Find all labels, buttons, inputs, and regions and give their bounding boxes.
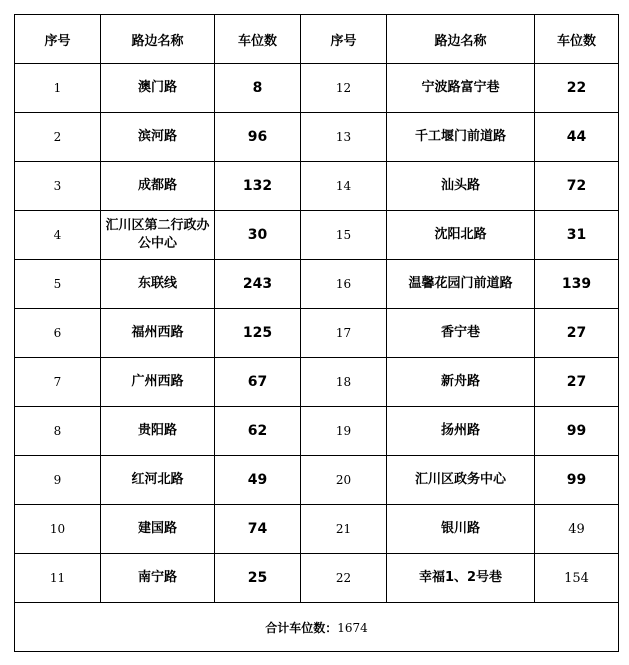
table-row bbox=[15, 211, 619, 260]
road-name-right: 香宁巷 bbox=[387, 309, 535, 358]
row-index-right: 17 bbox=[301, 309, 387, 358]
spaces-right: 31 bbox=[535, 211, 619, 260]
row-index-left: 3 bbox=[15, 162, 101, 211]
table-row bbox=[15, 505, 619, 554]
row-index-right: 21 bbox=[301, 505, 387, 554]
header-road-name-right: 路边名称 bbox=[387, 15, 535, 64]
row-index-right: 15 bbox=[301, 211, 387, 260]
parking-spaces-table bbox=[14, 14, 619, 652]
header-index-right: 序号 bbox=[301, 15, 387, 64]
road-name-right: 新舟路 bbox=[387, 358, 535, 407]
row-index-left: 6 bbox=[15, 309, 101, 358]
total-row bbox=[15, 603, 619, 652]
road-name-right: 宁波路富宁巷 bbox=[387, 64, 535, 113]
table-row bbox=[15, 407, 619, 456]
row-index-right: 20 bbox=[301, 456, 387, 505]
road-name-left: 汇川区第二行政办公中心 bbox=[101, 211, 215, 260]
spaces-right: 139 bbox=[535, 260, 619, 309]
spaces-left: 25 bbox=[215, 554, 301, 603]
header-spaces-left: 车位数 bbox=[215, 15, 301, 64]
spaces-left: 49 bbox=[215, 456, 301, 505]
spaces-right: 99 bbox=[535, 407, 619, 456]
road-name-right: 汕头路 bbox=[387, 162, 535, 211]
road-name-left: 澳门路 bbox=[101, 64, 215, 113]
row-index-left: 9 bbox=[15, 456, 101, 505]
road-name-right: 沈阳北路 bbox=[387, 211, 535, 260]
spaces-left: 74 bbox=[215, 505, 301, 554]
spaces-right: 154 bbox=[535, 554, 619, 603]
total-cell bbox=[15, 603, 619, 652]
spaces-left: 30 bbox=[215, 211, 301, 260]
row-index-left: 2 bbox=[15, 113, 101, 162]
road-name-right: 银川路 bbox=[387, 505, 535, 554]
road-name-left: 建国路 bbox=[101, 505, 215, 554]
total-label: 合计车位数： bbox=[265, 620, 338, 635]
road-name-left: 广州西路 bbox=[101, 358, 215, 407]
spaces-right: 27 bbox=[535, 358, 619, 407]
spaces-left: 132 bbox=[215, 162, 301, 211]
table-row bbox=[15, 113, 619, 162]
row-index-left: 8 bbox=[15, 407, 101, 456]
road-name-left: 东联线 bbox=[101, 260, 215, 309]
row-index-right: 16 bbox=[301, 260, 387, 309]
row-index-left: 11 bbox=[15, 554, 101, 603]
row-index-right: 18 bbox=[301, 358, 387, 407]
total-value: 1674 bbox=[337, 620, 368, 635]
header-spaces-right: 车位数 bbox=[535, 15, 619, 64]
row-index-left: 7 bbox=[15, 358, 101, 407]
row-index-right: 14 bbox=[301, 162, 387, 211]
road-name-left: 贵阳路 bbox=[101, 407, 215, 456]
table-row bbox=[15, 554, 619, 603]
spaces-right: 27 bbox=[535, 309, 619, 358]
road-name-right: 汇川区政务中心 bbox=[387, 456, 535, 505]
row-index-left: 5 bbox=[15, 260, 101, 309]
header-index-left: 序号 bbox=[15, 15, 101, 64]
table-row bbox=[15, 64, 619, 113]
road-name-right: 千工堰门前道路 bbox=[387, 113, 535, 162]
road-name-right: 幸福1、2号巷 bbox=[387, 554, 535, 603]
spaces-right: 72 bbox=[535, 162, 619, 211]
table-row bbox=[15, 456, 619, 505]
spaces-left: 125 bbox=[215, 309, 301, 358]
road-name-left: 滨河路 bbox=[101, 113, 215, 162]
road-name-left: 南宁路 bbox=[101, 554, 215, 603]
road-name-right: 温馨花园门前道路 bbox=[387, 260, 535, 309]
spaces-left: 62 bbox=[215, 407, 301, 456]
row-index-left: 1 bbox=[15, 64, 101, 113]
road-name-left: 福州西路 bbox=[101, 309, 215, 358]
spaces-left: 96 bbox=[215, 113, 301, 162]
spaces-right: 22 bbox=[535, 64, 619, 113]
table-row bbox=[15, 162, 619, 211]
spaces-right: 44 bbox=[535, 113, 619, 162]
table-row bbox=[15, 260, 619, 309]
header-row bbox=[15, 15, 619, 64]
spaces-left: 67 bbox=[215, 358, 301, 407]
row-index-right: 19 bbox=[301, 407, 387, 456]
spaces-right: 49 bbox=[535, 505, 619, 554]
road-name-right: 扬州路 bbox=[387, 407, 535, 456]
road-name-left: 成都路 bbox=[101, 162, 215, 211]
row-index-left: 4 bbox=[15, 211, 101, 260]
row-index-left: 10 bbox=[15, 505, 101, 554]
spaces-right: 99 bbox=[535, 456, 619, 505]
row-index-right: 12 bbox=[301, 64, 387, 113]
spaces-left: 8 bbox=[215, 64, 301, 113]
spaces-left: 243 bbox=[215, 260, 301, 309]
road-name-left: 红河北路 bbox=[101, 456, 215, 505]
row-index-right: 13 bbox=[301, 113, 387, 162]
table-row bbox=[15, 309, 619, 358]
header-road-name-left: 路边名称 bbox=[101, 15, 215, 64]
table-row bbox=[15, 358, 619, 407]
row-index-right: 22 bbox=[301, 554, 387, 603]
